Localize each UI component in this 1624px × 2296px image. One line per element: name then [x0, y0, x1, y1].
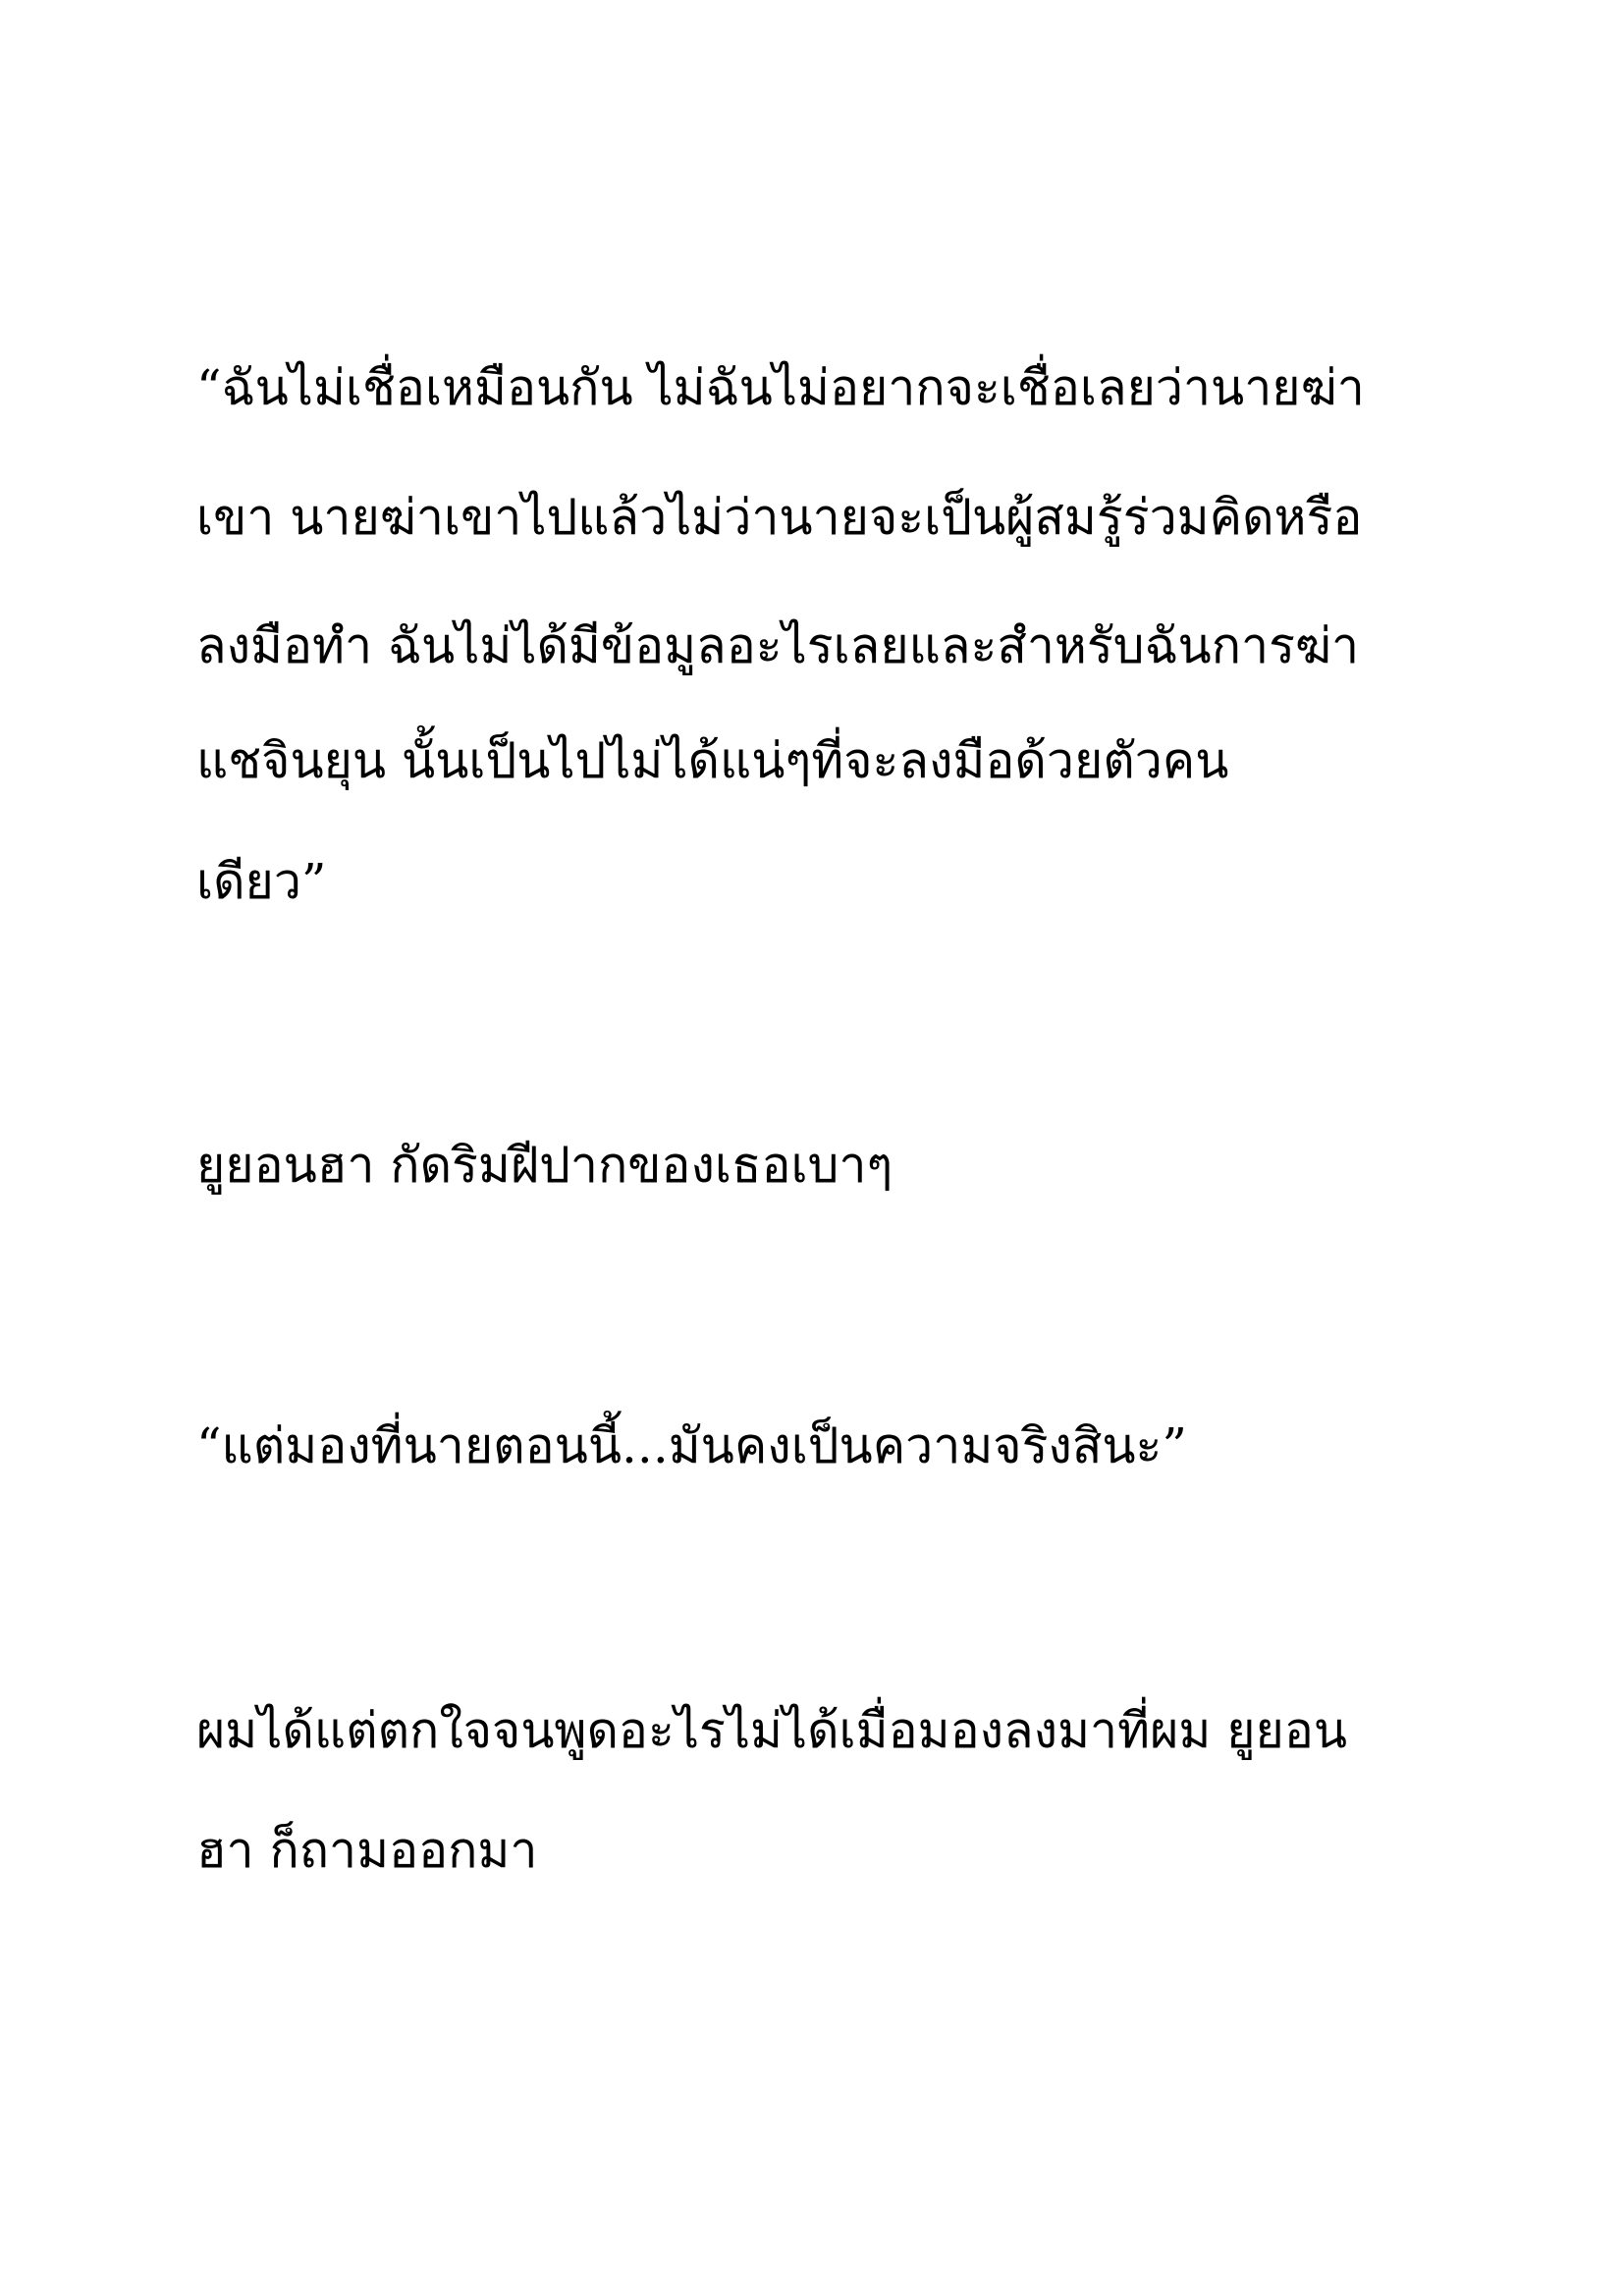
- paragraph-line: แชจินยุน นั้นเป็นไปไม่ได้แน่ๆที่จะลงมือด้วยตัวคน: [196, 732, 1229, 789]
- paragraph-line: ผมได้แต่ตกใจจนพูดอะไรไม่ได้เมื่อมองลงมาที่ผม ยูยอน: [196, 1702, 1348, 1759]
- paragraph-line: เขา นายฆ่าเขาไปแล้วไม่ว่านายจะเป็นผู้สมรู้ร่วมคิดหรือ: [196, 489, 1363, 546]
- paragraph-line: เดียว”: [196, 853, 327, 910]
- paragraph-line: “ฉันไม่เชื่อเหมือนกัน ไม่ฉันไม่อยากจะเชื่อเลยว่านายฆ่า: [196, 359, 1365, 416]
- paragraph-line: ยูยอนฮา กัดริมฝีปากของเธอเบาๆ: [196, 1137, 893, 1194]
- paragraph-line: ฮา ก็ถามออกมา: [196, 1822, 538, 1879]
- paragraph-line: “แต่มองที่นายตอนนี้...มันคงเป็นความจริงสินะ”: [196, 1417, 1187, 1474]
- paragraph-line: ลงมือทำ ฉันไม่ได้มีข้อมูลอะไรเลยและสำหรับฉันการฆ่า: [196, 617, 1360, 674]
